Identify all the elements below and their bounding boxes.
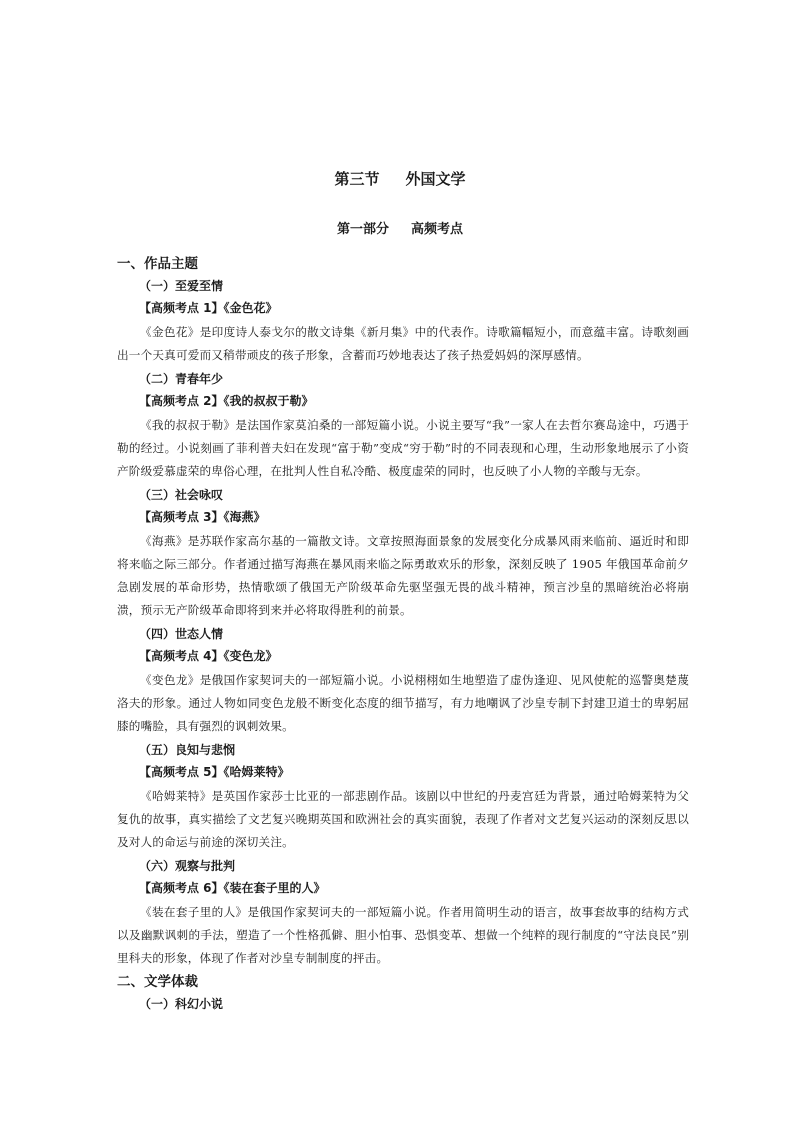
subsection-heading: （四）世态人情 (139, 627, 224, 641)
page-title-section: 第三节 (334, 170, 380, 188)
subsection-heading: （五）良知与悲悯 (139, 743, 236, 757)
section-heading-themes: 一、作品主题 (117, 256, 198, 272)
key-point-heading: 【高频考点 1】《金色花》 (139, 301, 278, 315)
subsection-heading: （一）至爱至情 (139, 279, 224, 293)
key-point-paragraph: 《装在套子里的人》是俄国作家契诃夫的一部短篇小说。作者用简明生动的语言，故事套故事的结构方式以及幽默讽刺的手法，塑造了一个性格孤僻、胆小怕事、恐惧变革、想做一个纯粹的现行制度的“守法良民”别里科夫的形象，体现了作者对沙皇专制制度的抨击。 (117, 905, 689, 965)
page-subtitle-part: 第一部分 (336, 222, 389, 237)
subsection-heading: （三）社会咏叹 (139, 488, 224, 502)
subsection-heading: （二）青春年少 (139, 372, 224, 386)
page-title (0, 168, 800, 189)
key-point-paragraph: 《海燕》是苏联作家高尔基的一篇散文诗。文章按照海面景象的发展变化分成暴风雨来临前、逼近时和即将来临之际三部分。作者通过描写海燕在暴风雨来临之际勇敢欢乐的形象，深刻反映了 1905 年俄国革命前夕急剧发展的革命形势，热情歌颂了俄国无产阶级革命先驱坚强无畏的战斗精神，预言沙皇的黑暗统治必将崩溃，预示无产阶级革命即将到来并必将取得胜利的前景。 (117, 534, 689, 617)
key-point-paragraph: 《我的叔叔于勒》是法国作家莫泊桑的一部短篇小说。小说主要写“我”一家人在去哲尔赛岛途中，巧遇于勒的经过。小说刻画了菲利普夫妇在发现“富于勒”变成“穷于勒”时的不同表现和心理，生动形象地展示了小资产阶级爱慕虚荣的卑俗心理，在批判人性自私冷酷、极度虚荣的同时，也反映了小人物的辛酸与无奈。 (117, 418, 689, 478)
key-point-paragraph: 《变色龙》是俄国作家契诃夫的一部短篇小说。小说栩栩如生地塑造了虚伪逢迎、见风使舵的巡警奥楚蔑洛夫的形象。通过人物如同变色龙般不断变化态度的细节描写，有力地嘲讽了沙皇专制下封建卫道士的卑躬屈膝的嘴脸，具有强烈的讽刺效果。 (117, 673, 689, 733)
key-point-heading: 【高频考点 3】《海燕》 (139, 510, 266, 524)
page-subtitle (0, 218, 800, 237)
key-point-heading: 【高频考点 6】《装在套子里的人》 (139, 881, 326, 895)
key-point-paragraph: 《金色花》是印度诗人泰戈尔的散文诗集《新月集》中的代表作。诗歌篇幅短小，而意蕴丰富。诗歌刻画出一个天真可爱而又稍带顽皮的孩子形象，含蓄而巧妙地表达了孩子热爱妈妈的深厚感情。 (117, 325, 689, 362)
document-body (117, 255, 689, 1017)
page-title-topic: 外国文学 (405, 170, 466, 188)
key-point-heading: 【高频考点 4】《变色龙》 (139, 649, 278, 663)
page-subtitle-topic: 高频考点 (411, 222, 464, 237)
key-point-heading: 【高频考点 2】《我的叔叔于勒》 (139, 394, 314, 408)
key-point-paragraph: 《哈姆莱特》是英国作家莎士比亚的一部悲剧作品。该剧以中世纪的丹麦宫廷为背景，通过哈姆莱特为父复仇的故事，真实描绘了文艺复兴晚期英国和欧洲社会的真实面貌，表现了作者对文艺复兴运动的深刻反思以及对人的命运与前途的深切关注。 (117, 789, 689, 849)
subsection-heading: （六）观察与批判 (139, 859, 236, 873)
key-point-heading: 【高频考点 5】《哈姆莱特》 (139, 765, 290, 779)
subsection-heading: （一）科幻小说 (139, 997, 224, 1011)
section-heading-genres: 二、文学体裁 (117, 974, 198, 990)
